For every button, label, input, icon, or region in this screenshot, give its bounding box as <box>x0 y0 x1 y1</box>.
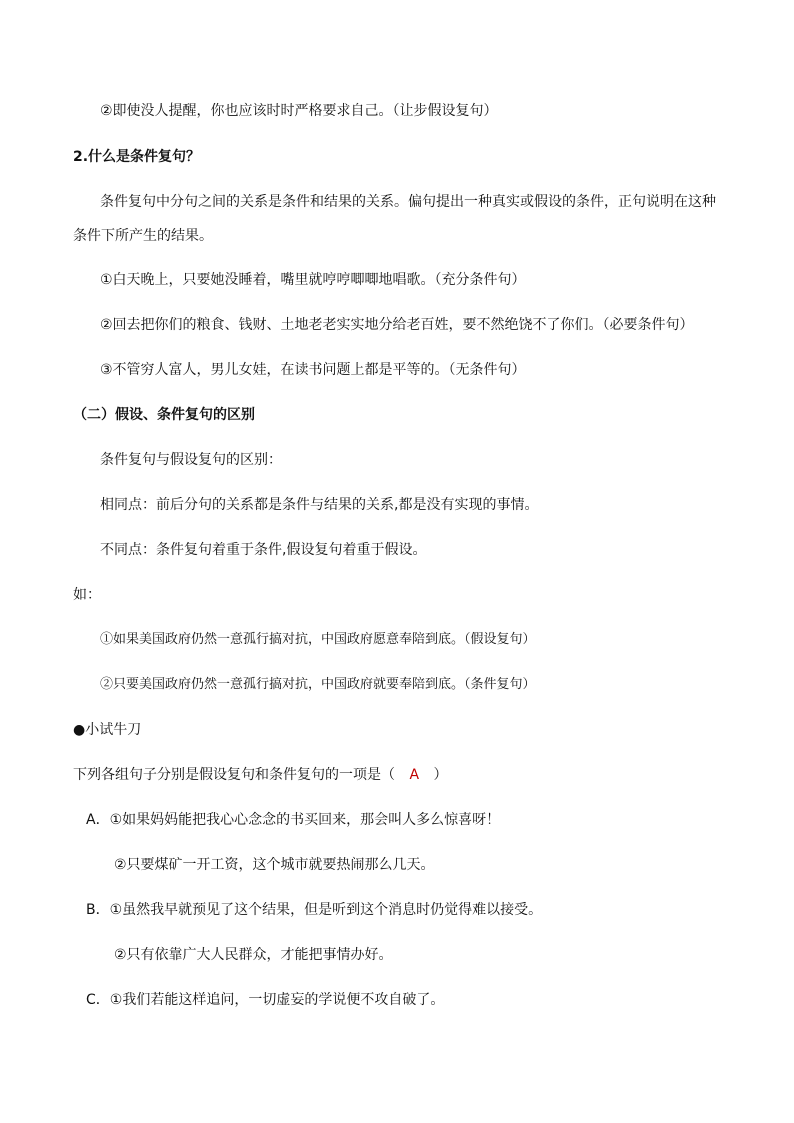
example-concessive-hypothetical: ②即使没人提醒，你也应该时时严格要求自己。（让步假设复句） <box>100 103 498 119</box>
option-b-letter: B． <box>86 902 110 918</box>
difference-intro: 条件复句与假设复句的区别： <box>100 452 282 468</box>
bullet-icon: ● <box>73 722 86 738</box>
option-c-letter: C． <box>86 992 110 1008</box>
option-b-line-1 <box>86 900 542 920</box>
question-text: 下列各组句子分别是假设复句和条件复句的一项是（ <box>73 767 395 783</box>
example-conditional: ②只要美国政府仍然一意孤行搞对抗，中国政府就要奉陪到底。（条件复句） <box>100 677 536 692</box>
question-close-paren: ） <box>433 767 448 783</box>
option-a-line-1 <box>86 810 500 830</box>
option-a-sentence-1: ①如果妈妈能把我心心念念的书买回来，那会叫人多么惊喜呀！ <box>109 812 501 828</box>
section-heading-conditional-complex: 2.什么是条件复句？ <box>73 149 201 165</box>
definition-line-1: 条件复句中分句之间的关系是条件和结果的关系。偏句提出一种真实或假设的条件，正句说明在这种 <box>100 194 716 210</box>
example-necessary-condition: ②回去把你们的粮食、钱财、土地老老实实地分给老百姓，要不然绝饶不了你们。（必要条件句） <box>100 317 694 333</box>
answer-mark: A <box>409 767 420 783</box>
option-a-letter: A． <box>86 812 110 828</box>
practice-title: 小试牛刀 <box>85 722 142 738</box>
option-a-sentence-2: ②只要煤矿一开工资，这个城市就要热闹那么几天。 <box>114 857 435 873</box>
examples-label: 如： <box>73 587 101 603</box>
example-hypothetical: ①如果美国政府仍然一意孤行搞对抗，中国政府愿意奉陪到底。（假设复句） <box>100 632 536 647</box>
option-b-sentence-2: ②只有依靠广大人民群众，才能把事情办好。 <box>114 947 393 963</box>
option-b-sentence-1: ①虽然我早就预见了这个结果，但是听到这个消息时仍觉得难以接受。 <box>109 902 543 918</box>
similarity-line: 相同点：前后分句的关系都是条件与结果的关系,都是没有实现的事情。 <box>100 497 539 513</box>
question-stem <box>73 765 447 785</box>
example-sufficient-condition: ①白天晚上，只要她没睡着，嘴里就哼哼唧唧地唱歌。（充分条件句） <box>100 272 526 288</box>
option-c-line-1 <box>86 990 444 1010</box>
practice-heading <box>73 720 141 740</box>
section-heading-difference: （二）假设、条件复句的区别 <box>73 407 255 423</box>
definition-line-2: 条件下所产生的结果。 <box>73 228 213 244</box>
example-unconditional: ③不管穷人富人，男儿女娃，在读书问题上都是平等的。（无条件句） <box>100 362 526 378</box>
difference-line: 不同点：条件复句着重于条件,假设复句着重于假设。 <box>100 542 427 558</box>
option-c-sentence-1: ①我们若能这样追问，一切虚妄的学说便不攻自破了。 <box>109 992 445 1008</box>
